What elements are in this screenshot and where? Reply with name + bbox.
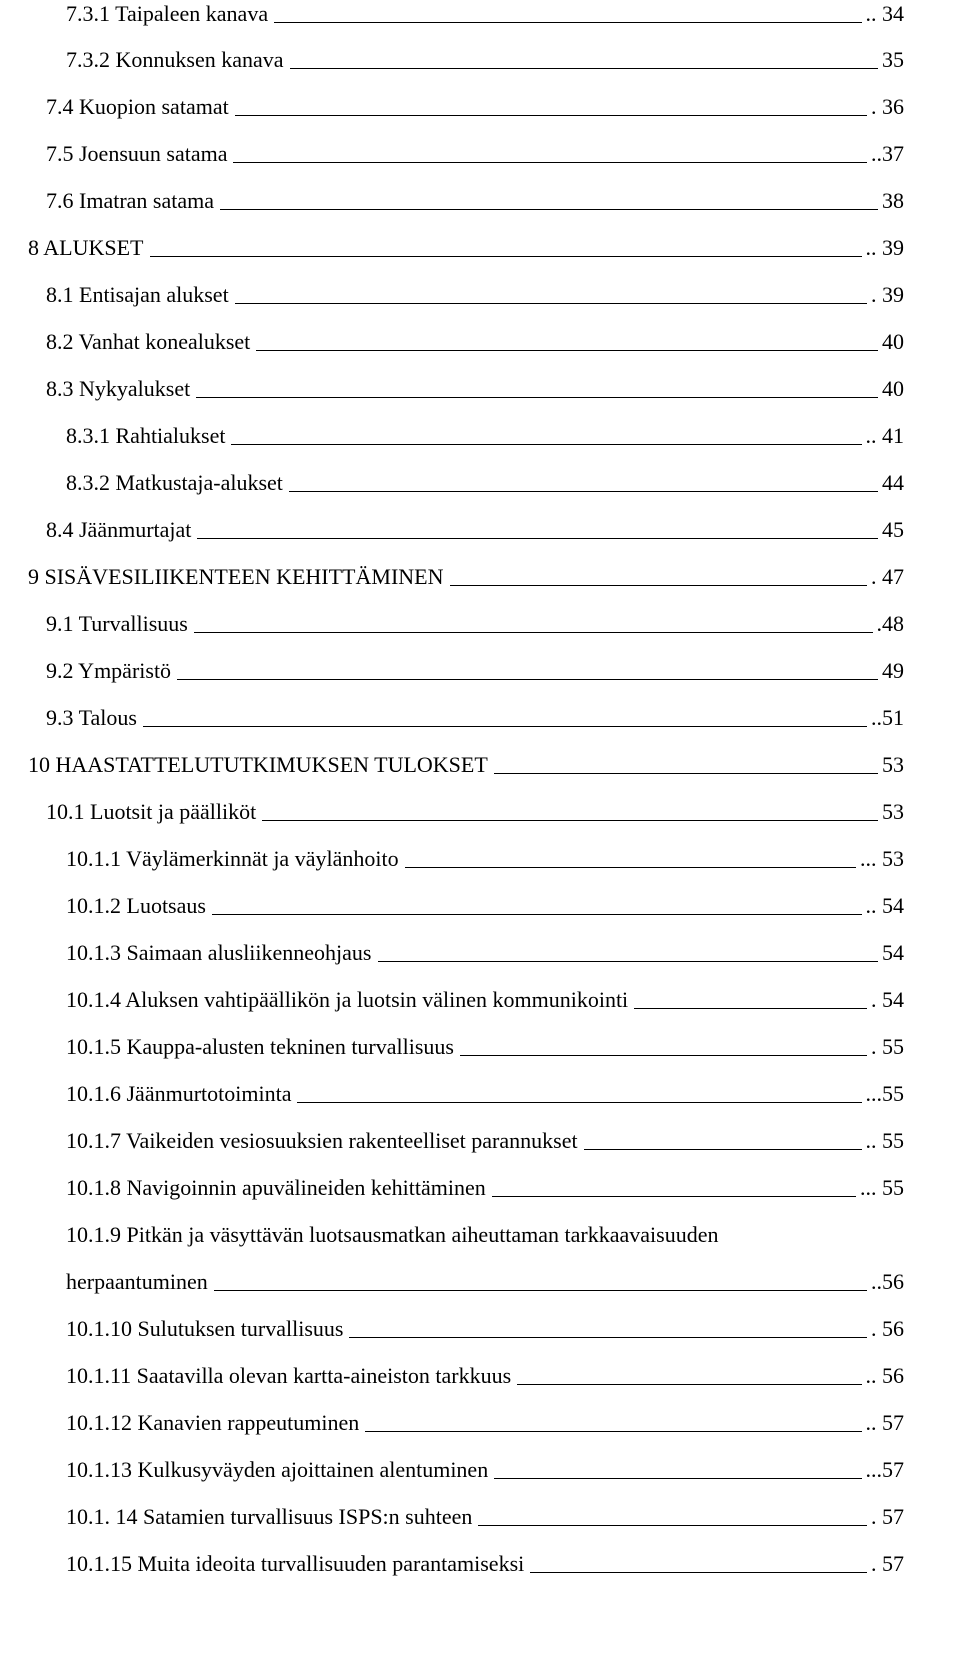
toc-entry[interactable]	[46, 788, 904, 824]
toc-entry-title: 7.3.1 Taipaleen kanava	[66, 1, 269, 26]
toc-entry-title: 10.1.3 Saimaan alusliikenneohjaus	[66, 940, 372, 965]
toc-entry-page: . 55	[871, 1034, 904, 1059]
toc-entry-page: .. 55	[865, 1128, 904, 1153]
toc-entry-title: 10.1.4 Aluksen vahtipäällikön ja luotsin välinen kommunikointi	[66, 987, 629, 1012]
toc-entry[interactable]	[66, 929, 904, 965]
dot-leader	[405, 865, 856, 868]
toc-entry-page: 44	[882, 470, 904, 495]
toc-entry[interactable]	[46, 318, 904, 354]
toc-entry-title: 10.1.7 Vaikeiden vesiosuuksien rakenteelliset parannukset	[66, 1128, 578, 1153]
toc-entry-title: 10.1.2 Luotsaus	[66, 893, 206, 918]
toc-entry-title: 8.3 Nykyalukset	[46, 376, 191, 401]
toc-entry-page: . 54	[871, 987, 904, 1012]
dot-leader	[262, 818, 878, 821]
toc-entry-page: .. 41	[865, 423, 904, 448]
toc-entry[interactable]	[28, 224, 904, 260]
toc-entry-title: 7.4 Kuopion satamat	[46, 94, 229, 119]
toc-entry-title: 7.3.2 Konnuksen kanava	[66, 47, 284, 72]
dot-leader	[492, 1194, 856, 1197]
toc-entry-title: 9.1 Turvallisuus	[46, 611, 188, 636]
toc-entry-page: 45	[882, 517, 904, 542]
toc-entry[interactable]	[46, 600, 904, 636]
dot-leader	[196, 395, 878, 398]
toc-entry[interactable]	[66, 36, 904, 72]
toc-entry-page: .. 57	[865, 1410, 904, 1435]
toc-entry-title: 10 HAASTATTELUTUTKIMUKSEN TULOKSET	[28, 752, 488, 777]
toc-entry-page: ... 53	[860, 846, 904, 871]
toc-entry-page: . 39	[871, 282, 904, 307]
toc-entry-page: ...55	[865, 1081, 904, 1106]
toc-entry-title: 9 SISÄVESILIIKENTEEN KEHITTÄMINEN	[28, 564, 444, 589]
toc-entry-page: 53	[882, 799, 904, 824]
toc-entry-page: . 47	[871, 564, 904, 589]
dot-leader	[460, 1053, 867, 1056]
dot-leader	[290, 66, 878, 69]
toc-entry-page: 35	[882, 47, 904, 72]
dot-leader	[530, 1570, 867, 1573]
toc-entry-page: 54	[882, 940, 904, 965]
toc-entry-wrapped-title: 10.1.9 Pitkän ja väsyttävän luotsausmatkan aiheuttaman tarkkaavaisuuden	[66, 1222, 719, 1247]
toc-entry-page: ..37	[871, 141, 904, 166]
toc-entry[interactable]	[66, 0, 904, 26]
dot-leader	[231, 442, 861, 445]
toc-entry[interactable]	[66, 976, 904, 1012]
toc-entry-title: 10.1 Luotsit ja päälliköt	[46, 799, 257, 824]
toc-entry[interactable]	[46, 271, 904, 307]
toc-entry[interactable]	[46, 694, 904, 730]
toc-entry-page: 40	[882, 376, 904, 401]
dot-leader	[365, 1429, 861, 1432]
toc-entry[interactable]	[66, 1258, 904, 1294]
toc-entry-page: ... 55	[860, 1175, 904, 1200]
toc-entry[interactable]	[46, 506, 904, 542]
toc-entry-page: 40	[882, 329, 904, 354]
dot-leader	[634, 1006, 867, 1009]
toc-entry-page: .. 34	[865, 1, 904, 26]
dot-leader	[212, 912, 862, 915]
toc-entry-title: 7.5 Joensuun satama	[46, 141, 228, 166]
dot-leader	[177, 677, 878, 680]
dot-leader	[143, 724, 867, 727]
toc-entry-title: 7.6 Imatran satama	[46, 188, 214, 213]
toc-entry[interactable]	[66, 1446, 904, 1482]
toc-entry-title: 10.1.1 Väylämerkinnät ja väylänhoito	[66, 846, 399, 871]
dot-leader	[220, 207, 878, 210]
toc-entry-title: 10.1.11 Saatavilla olevan kartta-aineiston tarkkuus	[66, 1363, 512, 1388]
dot-leader	[235, 301, 867, 304]
toc-entry-page: ...57	[865, 1457, 904, 1482]
dot-leader	[150, 254, 862, 257]
dot-leader	[378, 959, 879, 962]
toc-entry-page: .48	[876, 611, 904, 636]
toc-entry[interactable]	[66, 1540, 904, 1576]
dot-leader	[197, 536, 878, 539]
toc-entry[interactable]	[66, 1493, 904, 1529]
toc-entry-page: ..51	[871, 705, 904, 730]
toc-entry-title: 9.2 Ympäristö	[46, 658, 172, 683]
toc-entry[interactable]	[66, 1117, 904, 1153]
toc-entry-title: herpaantuminen	[66, 1269, 208, 1294]
dot-leader	[256, 348, 878, 351]
toc-entry-title: 10.1.8 Navigoinnin apuvälineiden kehittäminen	[66, 1175, 486, 1200]
dot-leader	[494, 1476, 861, 1479]
toc-entry-page: .. 39	[865, 235, 904, 260]
toc-entry[interactable]	[66, 1352, 904, 1388]
toc-entry-title: 10.1. 14 Satamien turvallisuus ISPS:n suhteen	[66, 1504, 473, 1529]
toc-entry[interactable]	[66, 882, 904, 918]
toc-entry[interactable]	[66, 1305, 904, 1341]
dot-leader	[349, 1335, 867, 1338]
toc-entry[interactable]	[66, 1399, 904, 1435]
toc-entry-title: 9.3 Talous	[46, 705, 137, 730]
toc-entry-title: 8.3.1 Rahtialukset	[66, 423, 226, 448]
toc-entry-page: 38	[882, 188, 904, 213]
dot-leader	[450, 583, 868, 586]
toc-entry[interactable]	[66, 1164, 904, 1200]
toc-entry-title: 8 ALUKSET	[28, 235, 144, 260]
toc-entry[interactable]	[46, 365, 904, 401]
toc-entry-title: 8.1 Entisajan alukset	[46, 282, 229, 307]
toc-entry-page: 53	[882, 752, 904, 777]
toc-entry[interactable]	[66, 412, 904, 448]
toc-entry[interactable]	[46, 177, 904, 213]
toc-entry[interactable]	[66, 1023, 904, 1059]
dot-leader	[274, 20, 861, 23]
dot-leader	[478, 1523, 867, 1526]
toc-entry[interactable]	[66, 459, 904, 495]
toc-entry-title: 10.1.10 Sulutuksen turvallisuus	[66, 1316, 344, 1341]
toc-entry-title: 10.1.15 Muita ideoita turvallisuuden parantamiseksi	[66, 1551, 525, 1576]
dot-leader	[289, 489, 878, 492]
dot-leader	[584, 1147, 862, 1150]
dot-leader	[494, 771, 878, 774]
toc-entry[interactable]	[28, 741, 904, 777]
toc-entry[interactable]	[66, 835, 904, 871]
toc-entry-page: .. 56	[865, 1363, 904, 1388]
dot-leader	[214, 1288, 867, 1291]
toc-entry-title: 10.1.12 Kanavien rappeutuminen	[66, 1410, 360, 1435]
toc-entry-page: ..56	[871, 1269, 904, 1294]
toc-entry[interactable]	[46, 647, 904, 683]
toc-entry-page: .. 54	[865, 893, 904, 918]
toc-entry[interactable]	[66, 1070, 904, 1106]
toc-entry-title: 10.1.6 Jäänmurtotoiminta	[66, 1081, 292, 1106]
toc-entry[interactable]	[28, 553, 904, 589]
toc-entry-title: 8.2 Vanhat konealukset	[46, 329, 251, 354]
toc-entry-page: . 56	[871, 1316, 904, 1341]
toc-entry-page: . 57	[871, 1504, 904, 1529]
toc-entry-title: 10.1.13 Kulkusyväyden ajoittainen alentuminen	[66, 1457, 489, 1482]
dot-leader	[233, 160, 867, 163]
toc-entry-page: 49	[882, 658, 904, 683]
dot-leader	[297, 1100, 861, 1103]
toc-entry[interactable]	[46, 83, 904, 119]
toc-entry[interactable]	[46, 130, 904, 166]
dot-leader	[194, 630, 873, 633]
toc-entry-title: 10.1.5 Kauppa-alusten tekninen turvallisuus	[66, 1034, 454, 1059]
toc-entry-page: . 36	[871, 94, 904, 119]
toc-entry-page: . 57	[871, 1551, 904, 1576]
dot-leader	[517, 1382, 861, 1385]
dot-leader	[235, 113, 867, 116]
toc-entry-title: 8.4 Jäänmurtajat	[46, 517, 192, 542]
toc-entry-title: 8.3.2 Matkustaja-alukset	[66, 470, 283, 495]
